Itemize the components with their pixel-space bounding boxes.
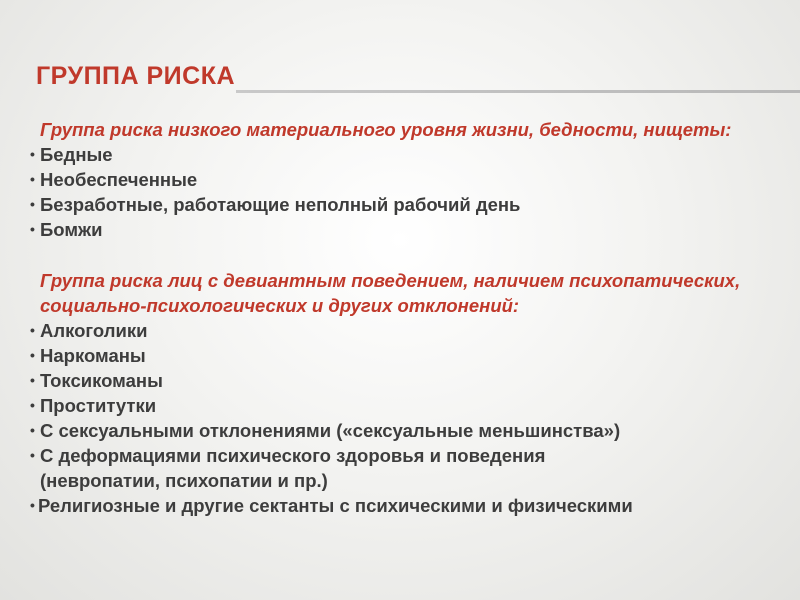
list-item: • С деформациями психического здоровья и поведения xyxy=(30,445,546,466)
list-item: • Токсикоманы xyxy=(30,370,163,391)
bullet-icon: • xyxy=(30,196,35,212)
bullet-icon: • xyxy=(30,422,35,438)
bullet-icon: • xyxy=(30,447,35,463)
section-spacer xyxy=(30,242,790,268)
section1-list xyxy=(30,142,790,242)
list-item: • Необеспеченные xyxy=(30,169,198,190)
list-item: • Безработные, работающие неполный рабочий день xyxy=(30,194,521,215)
bullet-icon: • xyxy=(30,497,35,513)
bullet-icon: • xyxy=(30,171,35,187)
list-item: • Алкоголики xyxy=(30,320,148,341)
section1-heading: Группа риска низкого материального уровня жизни, бедности, нищеты: xyxy=(40,119,732,140)
list-item: • Проститутки xyxy=(30,395,157,416)
list-item: • С сексуальными отклонениями («сексуальные меньшинства») xyxy=(30,420,621,441)
bullet-icon: • xyxy=(30,322,35,338)
slide-title: ГРУППА РИСКА xyxy=(36,62,236,90)
bullet-icon: • xyxy=(30,372,35,388)
bullet-icon: • xyxy=(30,347,35,363)
section2-list xyxy=(30,318,790,518)
list-item: • Наркоманы xyxy=(30,345,146,366)
slide-content xyxy=(30,117,790,518)
list-item: • Бомжи xyxy=(30,219,103,240)
list-item: • Религиозные и другие сектанты с психическими и физическими xyxy=(30,495,633,516)
title-underline xyxy=(236,90,800,93)
list-item-continuation: (невропатии, психопатии и пр.) xyxy=(40,470,328,491)
bullet-icon: • xyxy=(30,221,35,237)
bullet-icon: • xyxy=(30,397,35,413)
section2-heading: Группа риска лиц с девиантным поведением, наличием психопатических, социально-психологических и других отклонений: xyxy=(40,270,741,316)
bullet-icon: • xyxy=(30,146,35,162)
list-item: • Бедные xyxy=(30,144,113,165)
